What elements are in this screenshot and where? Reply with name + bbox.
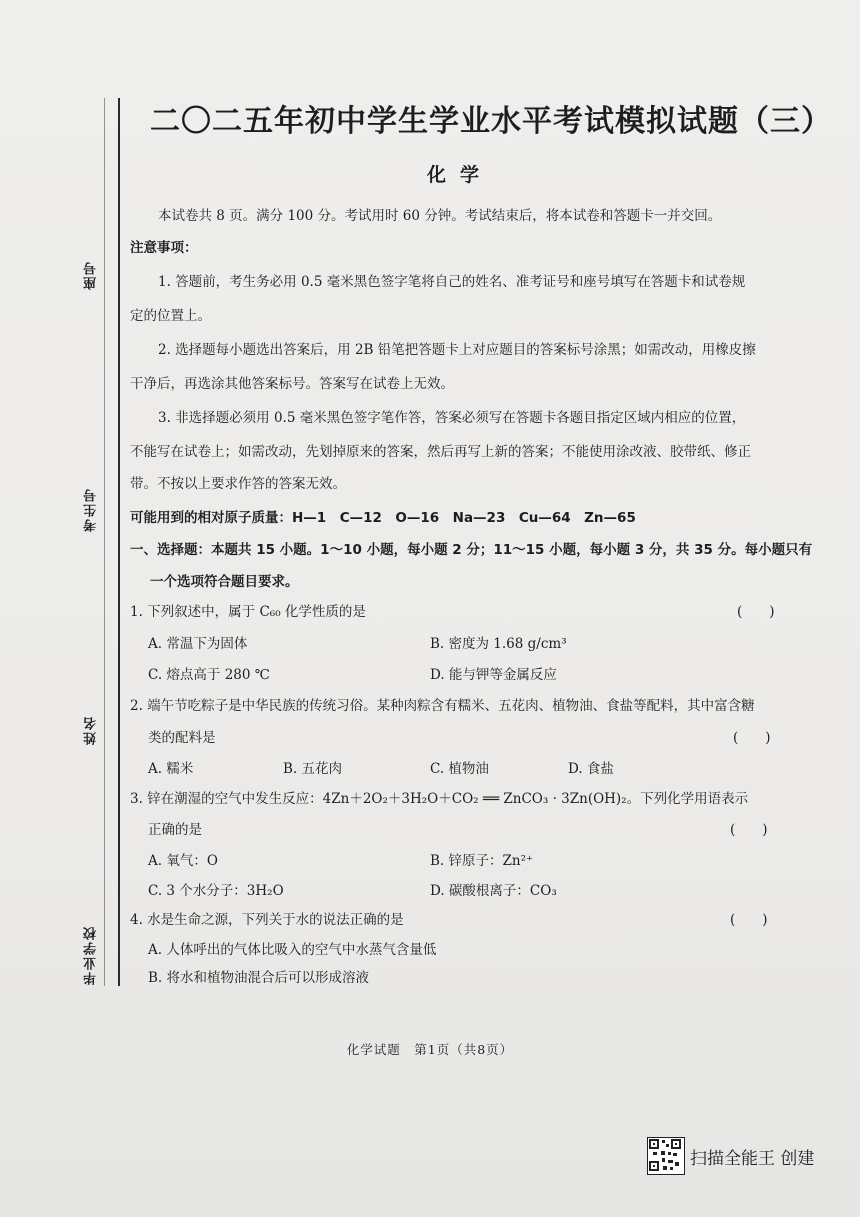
question-2-stem-cont: 类的配料是	[148, 730, 216, 746]
qr-code-icon	[647, 1137, 685, 1175]
answer-parens: ( )	[730, 912, 768, 928]
question-4-stem: 4. 水是生命之源，下列关于水的说法正确的是	[130, 912, 404, 928]
notice-line: 2. 选择题每小题选出答案后，用 2B 铅笔把答题卡上对应题目的答案标号涂黑；如需改动，用橡皮擦	[158, 342, 756, 358]
notice-line: 3. 非选择题必须用 0.5 毫米黑色签字笔作答，答案必须写在答题卡各题目指定区域内相应的位置，	[158, 410, 746, 426]
exam-number-label: 考生号	[84, 487, 99, 533]
q1-option-b: B. 密度为 1.68 g/cm³	[430, 636, 567, 652]
q3-option-b: B. 锌原子：Zn²⁺	[430, 853, 534, 869]
question-2-stem: 2. 端午节吃粽子是中华民族的传统习俗。某种肉粽含有糯米、五花肉、植物油、食盐等配料，其中富含糖	[130, 698, 755, 714]
q2-option-c: C. 植物油	[430, 761, 489, 777]
answer-parens: ( )	[730, 822, 768, 838]
q1-option-d: D. 能与钾等金属反应	[430, 667, 557, 683]
q2-option-d: D. 食盐	[568, 761, 614, 777]
name-label: 姓名	[84, 715, 99, 745]
binding-line-inner	[104, 98, 105, 986]
notice-heading: 注意事项：	[130, 240, 198, 256]
q1-option-a: A. 常温下为固体	[148, 636, 248, 652]
q2-option-b: B. 五花肉	[283, 761, 343, 777]
question-3-stem-cont: 正确的是	[148, 822, 202, 838]
q3-option-d: D. 碳酸根离子：CO₃	[430, 883, 557, 899]
question-3-stem: 3. 锌在潮湿的空气中发生反应：4Zn＋2O₂＋3H₂O＋CO₂ ══ ZnCO₃ · 3Zn(OH)₂。下列化学用语表示	[130, 791, 749, 807]
q3-option-c: C. 3 个水分子：3H₂O	[148, 883, 284, 899]
notice-line: 带。不按以上要求作答的答案无效。	[130, 476, 346, 492]
intro-text: 本试卷共 8 页。满分 100 分。考试用时 60 分钟。考试结束后，将本试卷和答题卡一并交回。	[158, 208, 722, 224]
binding-line	[118, 98, 120, 986]
page-footer: 化学试题 第1页（共8页）	[346, 1042, 514, 1057]
scanner-watermark: 扫描全能王 创建	[690, 1149, 815, 1169]
seat-label: 座号	[84, 260, 99, 290]
section-heading-cont: 一个选项符合题目要求。	[150, 574, 299, 590]
q4-option-b: B. 将水和植物油混合后可以形成溶液	[148, 970, 370, 986]
exam-title: 二〇二五年初中学生学业水平考试模拟试题（三）	[150, 104, 832, 139]
question-1-stem: 1. 下列叙述中，属于 C₆₀ 化学性质的是	[130, 604, 366, 620]
section-heading: 一、选择题：本题共 15 小题。1～10 小题，每小题 2 分；11～15 小题，每小题 3 分，共 35 分。每小题只有	[130, 542, 813, 558]
notice-line: 1. 答题前，考生务必用 0.5 毫米黑色签字笔将自己的姓名、准考证号和座号填写在答题卡和试卷规	[158, 274, 746, 290]
subject-heading: 化学	[426, 164, 493, 186]
notice-line: 不能写在试卷上；如需改动，先划掉原来的答案，然后再写上新的答案；不能使用涂改液、胶带纸、修正	[130, 444, 751, 460]
q4-option-a: A. 人体呼出的气体比吸入的空气中水蒸气含量低	[148, 942, 437, 958]
q3-option-a: A. 氧气：O	[148, 853, 218, 869]
answer-parens: ( )	[737, 604, 775, 620]
school-label: 毕业学校	[84, 925, 99, 985]
atomic-masses: 可能用到的相对原子质量：H—1 C—12 O—16 Na—23 Cu—64 Zn—65	[130, 510, 636, 526]
answer-parens: ( )	[733, 730, 771, 746]
q2-option-a: A. 糯米	[148, 761, 194, 777]
notice-line: 干净后，再选涂其他答案标号。答案写在试卷上无效。	[130, 376, 454, 392]
q1-option-c: C. 熔点高于 280 ℃	[148, 667, 270, 683]
notice-line: 定的位置上。	[130, 308, 211, 324]
